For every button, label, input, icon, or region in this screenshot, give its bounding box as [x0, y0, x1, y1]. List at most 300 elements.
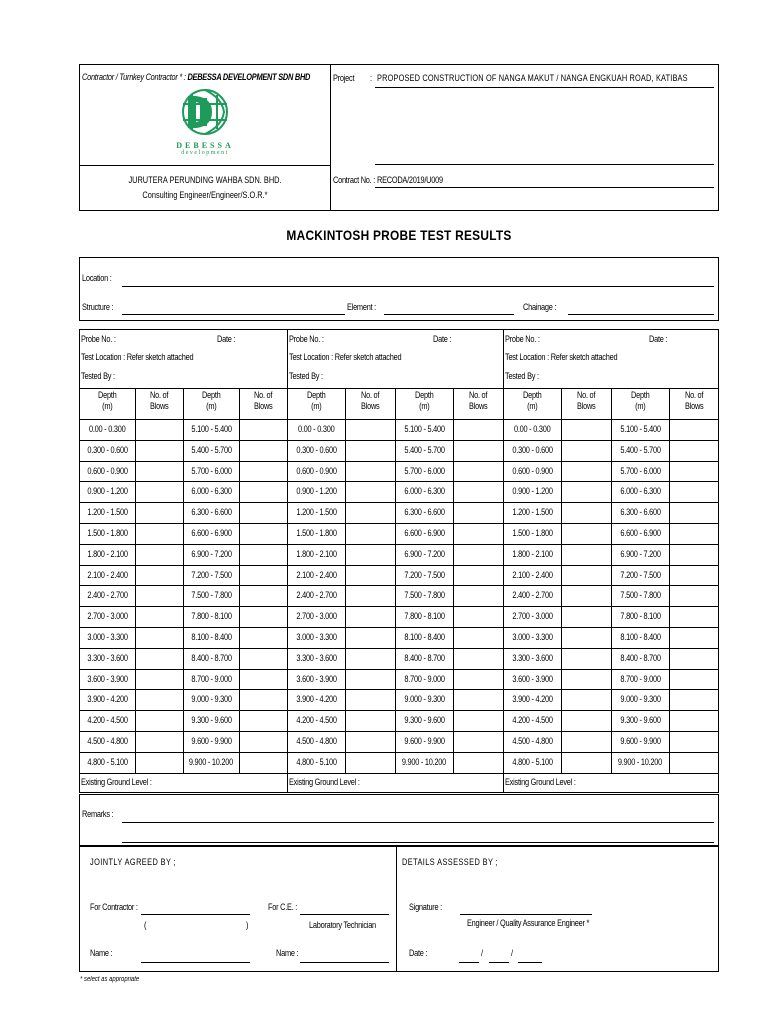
probe-3-row-line: [503, 544, 719, 545]
probe-2-row-line: [287, 752, 503, 753]
blows-cell[interactable]: [345, 674, 395, 685]
probe-2-row-line: [287, 461, 503, 462]
blows-cell[interactable]: [239, 715, 287, 726]
location-label: Location :: [82, 273, 112, 283]
blows-cell[interactable]: [669, 507, 719, 518]
probe-2-row-line: [287, 440, 503, 441]
blows-cell[interactable]: [561, 528, 611, 539]
for-contractor-underline: [141, 914, 250, 915]
blows-cell[interactable]: [345, 653, 395, 664]
blows-cell[interactable]: [345, 445, 395, 456]
blows-cell[interactable]: [561, 507, 611, 518]
probe-3-blows-header: No. of Blows: [576, 390, 596, 411]
date-month-underline: [489, 962, 509, 963]
probe-1-ground-level: Existing Ground Level :: [81, 776, 152, 787]
probe-1-row-line: [79, 461, 287, 462]
blows-cell[interactable]: [135, 715, 183, 726]
table-row-depth-right: 7.800 - 8.100: [620, 611, 661, 622]
probe-3-no-label: Probe No. :: [505, 334, 540, 344]
table-row-depth-left: 3.000 - 3.300: [512, 632, 553, 642]
blows-cell[interactable]: [669, 549, 719, 560]
table-row-depth-left: 3.900 - 4.200: [512, 694, 553, 705]
blows-cell[interactable]: [453, 590, 503, 601]
blows-cell[interactable]: [135, 674, 183, 685]
blows-cell[interactable]: [453, 653, 503, 664]
contract-label: Contract No. :: [333, 175, 376, 185]
blows-cell[interactable]: [561, 611, 611, 622]
consultant-role: Consulting Engineer/Engineer/S.O.R.*: [142, 190, 268, 200]
table-row-depth-right: 8.400 - 8.700: [190, 652, 232, 663]
contract-underline: [375, 187, 714, 188]
blows-cell[interactable]: [135, 549, 183, 560]
blows-cell[interactable]: [135, 590, 183, 601]
blows-cell[interactable]: [239, 632, 287, 643]
blows-cell[interactable]: [345, 611, 395, 622]
blows-cell[interactable]: [669, 445, 719, 456]
blows-cell[interactable]: [239, 736, 287, 747]
probe-2-depth-header: Depth (m): [414, 390, 434, 411]
blows-cell[interactable]: [453, 486, 503, 497]
date-label: Date :: [409, 948, 428, 958]
project-label: Project: [333, 73, 355, 83]
table-row-depth-right: 5.100 - 5.400: [620, 424, 661, 434]
probe-1-test-location: Test Location : Refer sketch attached: [81, 352, 194, 362]
blows-cell[interactable]: [669, 632, 719, 643]
table-row-depth-right: 9.000 - 9.300: [620, 694, 661, 705]
table-row-depth-right: 5.100 - 5.400: [190, 424, 232, 434]
blows-cell[interactable]: [345, 694, 395, 705]
table-row-depth-left: 0.300 - 0.600: [512, 444, 553, 455]
remarks-box: [79, 794, 719, 846]
blows-cell[interactable]: [239, 424, 287, 435]
details-assessed-label: DETAILS ASSESSED BY ;: [402, 857, 499, 867]
table-row-depth-right: 5.400 - 5.700: [620, 444, 661, 455]
date-slash-1: /: [481, 948, 483, 958]
blows-cell[interactable]: [453, 424, 503, 435]
contractor-name: DEBESSA DEVELOPMENT SDN BHD: [187, 72, 311, 82]
probe-1-row-line: [79, 731, 287, 732]
probe-3-row-line: [503, 648, 719, 649]
blows-cell[interactable]: [135, 736, 183, 747]
probe-2-blows-header: No. of Blows: [468, 390, 488, 411]
table-row-depth-left: 1.200 - 1.500: [86, 507, 128, 518]
probe-3-date-label: Date :: [649, 334, 668, 344]
blows-cell[interactable]: [453, 715, 503, 726]
blows-cell[interactable]: [239, 528, 287, 539]
element-underline: [384, 314, 514, 315]
table-row-depth-left: 0.600 - 0.900: [512, 465, 553, 476]
table-row-depth-left: 4.500 - 4.800: [296, 736, 337, 746]
blows-cell[interactable]: [453, 694, 503, 705]
table-row-depth-right: 8.100 - 8.400: [190, 632, 232, 642]
header-divider-vertical: [330, 64, 331, 211]
table-row-depth-left: 0.900 - 1.200: [296, 486, 337, 497]
probe-1-no-label: Probe No. :: [81, 334, 116, 344]
blows-cell[interactable]: [135, 694, 183, 705]
blows-cell[interactable]: [561, 736, 611, 747]
table-row-depth-left: 3.600 - 3.900: [86, 673, 128, 684]
probe-3-row-line: [503, 606, 719, 607]
table-row-depth-right: 7.200 - 7.500: [190, 569, 232, 580]
for-ce-underline: [300, 914, 389, 915]
blows-cell[interactable]: [561, 757, 611, 768]
blows-cell[interactable]: [239, 653, 287, 664]
table-row-depth-left: 1.200 - 1.500: [512, 507, 553, 518]
blows-cell[interactable]: [135, 424, 183, 435]
table-row-depth-left: 3.300 - 3.600: [512, 652, 553, 663]
table-row-depth-right: 6.600 - 6.900: [620, 528, 661, 538]
table-row-depth-left: 2.400 - 2.700: [296, 590, 337, 601]
table-row-depth-right: 5.400 - 5.700: [190, 444, 232, 455]
probe-1-row-line: [79, 502, 287, 503]
blows-cell[interactable]: [453, 528, 503, 539]
probe-3-row-line: [503, 710, 719, 711]
blows-cell[interactable]: [239, 757, 287, 768]
probe-1-date-label: Date :: [217, 334, 236, 344]
probe-1-blows-header: No. of Blows: [149, 390, 169, 411]
blows-cell[interactable]: [345, 466, 395, 477]
blows-cell[interactable]: [135, 653, 183, 664]
blows-cell[interactable]: [561, 549, 611, 560]
probe-3-row-line: [503, 419, 719, 420]
probe-2-row-line: [287, 544, 503, 545]
blows-cell[interactable]: [669, 590, 719, 601]
for-ce-label: For C.E. :: [268, 902, 298, 912]
table-row-depth-left: 0.600 - 0.900: [86, 465, 128, 476]
blows-cell[interactable]: [135, 507, 183, 518]
logo-subtext: development: [181, 150, 229, 156]
table-row-depth-left: 1.500 - 1.800: [86, 528, 128, 538]
blows-cell[interactable]: [135, 528, 183, 539]
blows-cell[interactable]: [135, 486, 183, 497]
probe-3-row-line: [503, 440, 719, 441]
probe-1-row-line: [79, 752, 287, 753]
blows-cell[interactable]: [345, 486, 395, 497]
name-label: Name :: [90, 948, 113, 958]
signature-underline: [460, 914, 592, 915]
table-row-depth-left: 4.200 - 4.500: [86, 715, 128, 726]
table-row-depth-right: 7.500 - 7.800: [404, 590, 445, 601]
table-row-depth-right: 6.000 - 6.300: [620, 486, 661, 497]
page-title: MACKINTOSH PROBE TEST RESULTS: [286, 227, 512, 243]
probe-2-ground-level: Existing Ground Level :: [289, 776, 360, 787]
blows-cell[interactable]: [135, 611, 183, 622]
blows-cell[interactable]: [239, 549, 287, 560]
blows-cell[interactable]: [453, 611, 503, 622]
table-row-depth-left: 4.500 - 4.800: [512, 736, 553, 746]
element-label: Element :: [347, 302, 376, 312]
blows-cell[interactable]: [453, 674, 503, 685]
blows-cell[interactable]: [561, 632, 611, 643]
table-row-depth-right: 5.700 - 6.000: [404, 465, 445, 476]
table-row-depth-right: 9.600 - 9.900: [620, 736, 661, 746]
probe-3-test-location: Test Location : Refer sketch attached: [505, 352, 618, 362]
table-row-depth-left: 2.400 - 2.700: [86, 590, 128, 601]
blows-cell[interactable]: [561, 715, 611, 726]
probe-1-row-line: [79, 648, 287, 649]
probe-1-row-line: [79, 481, 287, 482]
blows-cell[interactable]: [453, 549, 503, 560]
contract-value: RECODA/2019/U009: [377, 175, 443, 185]
blows-cell[interactable]: [561, 570, 611, 581]
blows-cell[interactable]: [453, 736, 503, 747]
blows-cell[interactable]: [669, 653, 719, 664]
header-divider-horizontal: [79, 165, 331, 166]
project-value: PROPOSED CONSTRUCTION OF NANGA MAKUT / NANGA ENGKUAH ROAD, KATIBAS: [377, 73, 688, 83]
table-row-depth-left: 0.00 - 0.300: [88, 424, 126, 434]
blows-cell[interactable]: [239, 674, 287, 685]
probe-2-test-location: Test Location : Refer sketch attached: [289, 352, 402, 362]
probe-2-row-line: [287, 481, 503, 482]
location-box: [79, 257, 719, 321]
blows-cell[interactable]: [345, 736, 395, 747]
table-row-depth-right: 6.000 - 6.300: [190, 486, 232, 497]
table-row-depth-right: 6.300 - 6.600: [190, 507, 232, 518]
blows-cell[interactable]: [135, 445, 183, 456]
probe-1-row-line: [79, 440, 287, 441]
blows-cell[interactable]: [669, 528, 719, 539]
table-row-depth-left: 2.100 - 2.400: [296, 569, 337, 580]
probe-1-depth-header: Depth (m): [201, 390, 221, 411]
blows-cell[interactable]: [239, 611, 287, 622]
probe-1-table-bottom: [79, 773, 287, 774]
engineer-role-label: Engineer / Quality Assurance Engineer *: [467, 918, 590, 928]
table-row-depth-right: 6.600 - 6.900: [190, 528, 232, 538]
blows-cell[interactable]: [345, 507, 395, 518]
blows-cell[interactable]: [669, 486, 719, 497]
table-row-depth-right: 7.200 - 7.500: [620, 569, 661, 580]
blows-cell[interactable]: [561, 486, 611, 497]
table-row-depth-left: 0.600 - 0.900: [296, 465, 337, 476]
contractor-label: Contractor / Turnkey Contractor * : DEBESSA DEVELOPMENT SDN BHD: [82, 72, 311, 82]
blows-cell[interactable]: [453, 507, 503, 518]
probe-2-date-label: Date :: [433, 334, 452, 344]
probe-2-row-line: [287, 502, 503, 503]
table-row-depth-left: 4.800 - 5.100: [86, 756, 128, 767]
probe-2-row-line: [287, 585, 503, 586]
blows-cell[interactable]: [239, 466, 287, 477]
table-row-depth-left: 1.500 - 1.800: [296, 528, 337, 538]
probe-1-row-line: [79, 585, 287, 586]
blows-cell[interactable]: [453, 757, 503, 768]
table-row-depth-right: 8.100 - 8.400: [404, 632, 445, 642]
table-row-depth-right: 7.200 - 7.500: [404, 569, 445, 580]
structure-underline: [122, 314, 345, 315]
blows-cell[interactable]: [453, 466, 503, 477]
table-row-depth-left: 0.900 - 1.200: [512, 486, 553, 497]
debessa-logo-icon: [172, 86, 238, 142]
probe-3-row-line: [503, 481, 719, 482]
table-row-depth-left: 0.300 - 0.600: [296, 444, 337, 455]
table-row-depth-right: 8.100 - 8.400: [620, 632, 661, 642]
table-row-depth-left: 2.700 - 3.000: [512, 611, 553, 622]
paren-close: ): [246, 920, 249, 930]
table-row-depth-left: 4.200 - 4.500: [512, 715, 553, 726]
blows-cell[interactable]: [345, 757, 395, 768]
consultant-name: JURUTERA PERUNDING WAHBA SDN. BHD.: [128, 175, 282, 185]
signature-label: Signature :: [409, 902, 442, 912]
table-row-depth-right: 6.900 - 7.200: [404, 548, 445, 559]
probe-3-row-line: [503, 669, 719, 670]
probe-1-row-line: [79, 523, 287, 524]
structure-label: Structure :: [82, 302, 114, 312]
jointly-agreed-label: JOINTLY AGREED BY ;: [90, 857, 177, 867]
blows-cell[interactable]: [239, 570, 287, 581]
table-row-depth-left: 0.00 - 0.300: [297, 424, 335, 434]
blows-cell[interactable]: [345, 424, 395, 435]
probe-1-row-line: [79, 544, 287, 545]
blows-cell[interactable]: [561, 674, 611, 685]
table-row-depth-left: 2.100 - 2.400: [512, 569, 553, 580]
table-row-depth-left: 3.900 - 4.200: [86, 694, 128, 705]
blows-cell[interactable]: [669, 757, 719, 768]
table-row-depth-left: 4.200 - 4.500: [296, 715, 337, 726]
probe-3-row-line: [503, 752, 719, 753]
probe-1-row-line: [79, 606, 287, 607]
chainage-label: Chainage :: [523, 302, 557, 312]
probe-2-row-line: [287, 419, 503, 420]
table-row-depth-left: 2.700 - 3.000: [296, 611, 337, 622]
probe-1-blows-header: No. of Blows: [253, 390, 273, 411]
logo-text: DEBESSA: [176, 141, 234, 150]
table-row-depth-right: 7.800 - 8.100: [190, 611, 232, 622]
table-row-depth-right: 8.700 - 9.000: [404, 673, 445, 684]
probe-1-row-line: [79, 419, 287, 420]
blows-cell[interactable]: [135, 632, 183, 643]
name-label-2: Name :: [276, 948, 299, 958]
table-row-depth-left: 3.300 - 3.600: [296, 652, 337, 663]
probe-2-row-line: [287, 710, 503, 711]
table-row-depth-right: 9.600 - 9.900: [190, 736, 232, 746]
probe-1-row-line: [79, 627, 287, 628]
blows-cell[interactable]: [135, 757, 183, 768]
probe-3-row-line: [503, 523, 719, 524]
table-row-depth-right: 9.300 - 9.600: [404, 715, 445, 726]
table-row-depth-right: 9.000 - 9.300: [190, 694, 232, 705]
blows-cell[interactable]: [239, 694, 287, 705]
probe-3-row-line: [503, 565, 719, 566]
blows-cell[interactable]: [669, 694, 719, 705]
probe-2-row-line: [287, 669, 503, 670]
blows-cell[interactable]: [345, 632, 395, 643]
table-row-depth-left: 3.900 - 4.200: [296, 694, 337, 705]
blows-cell[interactable]: [561, 466, 611, 477]
probe-3-row-line: [503, 461, 719, 462]
probe-3-row-line: [503, 627, 719, 628]
blows-cell[interactable]: [239, 486, 287, 497]
blows-cell[interactable]: [669, 715, 719, 726]
table-row-depth-left: 1.800 - 2.100: [296, 548, 337, 559]
probe-3-tested-by: Tested By :: [505, 371, 539, 381]
probe-1-row-line: [79, 565, 287, 566]
blows-cell[interactable]: [345, 570, 395, 581]
table-row-depth-left: 2.100 - 2.400: [86, 569, 128, 580]
probe-3-depth-header: Depth (m): [522, 390, 542, 411]
table-row-depth-right: 6.000 - 6.300: [404, 486, 445, 497]
blows-cell[interactable]: [345, 528, 395, 539]
blows-cell[interactable]: [561, 445, 611, 456]
probe-2-blows-header: No. of Blows: [360, 390, 380, 411]
blows-cell[interactable]: [669, 570, 719, 581]
table-row-depth-right: 8.400 - 8.700: [620, 652, 661, 663]
probe-3-row-line: [503, 731, 719, 732]
probe-2-row-line: [287, 731, 503, 732]
blows-cell[interactable]: [561, 694, 611, 705]
probe-2-row-line: [287, 627, 503, 628]
blows-cell[interactable]: [345, 590, 395, 601]
table-row-depth-right: 6.900 - 7.200: [190, 548, 232, 559]
table-row-depth-left: 4.800 - 5.100: [512, 756, 553, 767]
blows-cell[interactable]: [239, 507, 287, 518]
table-row-depth-right: 7.500 - 7.800: [190, 590, 232, 601]
blows-cell[interactable]: [669, 736, 719, 747]
blows-cell[interactable]: [453, 632, 503, 643]
blows-cell[interactable]: [239, 590, 287, 601]
blows-cell[interactable]: [669, 466, 719, 477]
name-underline: [141, 962, 250, 963]
blows-cell[interactable]: [561, 653, 611, 664]
table-row-depth-right: 5.100 - 5.400: [404, 424, 445, 434]
table-row-depth-left: 3.600 - 3.900: [512, 673, 553, 684]
blows-cell[interactable]: [135, 466, 183, 477]
probe-1-row-line: [79, 710, 287, 711]
blows-cell[interactable]: [453, 570, 503, 581]
table-row-depth-right: 7.500 - 7.800: [620, 590, 661, 601]
lab-tech-label: Laboratory Technician: [309, 920, 376, 930]
table-row-depth-left: 3.300 - 3.600: [86, 652, 128, 663]
probe-2-no-label: Probe No. :: [289, 334, 324, 344]
blows-cell[interactable]: [135, 570, 183, 581]
table-row-depth-left: 4.500 - 4.800: [86, 736, 128, 746]
table-row-depth-left: 0.00 - 0.300: [513, 424, 551, 434]
probe-3-table-bottom: [503, 773, 719, 774]
footer-divider: [396, 846, 397, 972]
table-row-depth-right: 9.000 - 9.300: [404, 694, 445, 705]
table-row-depth-right: 9.300 - 9.600: [190, 715, 232, 726]
probe-1-depth-header: Depth (m): [97, 390, 117, 411]
table-row-depth-right: 5.700 - 6.000: [190, 465, 232, 476]
blows-cell[interactable]: [561, 590, 611, 601]
date-year-underline: [518, 962, 542, 963]
blows-cell[interactable]: [561, 424, 611, 435]
blows-cell[interactable]: [453, 445, 503, 456]
project-underline-2: [375, 164, 714, 165]
location-underline: [122, 286, 714, 287]
blows-cell[interactable]: [345, 549, 395, 560]
table-row-depth-left: 4.800 - 5.100: [296, 756, 337, 767]
chainage-underline: [568, 314, 714, 315]
table-row-depth-left: 2.400 - 2.700: [512, 590, 553, 601]
table-row-depth-left: 1.800 - 2.100: [512, 548, 553, 559]
blows-cell[interactable]: [669, 611, 719, 622]
probe-1-row-line: [79, 669, 287, 670]
blows-cell[interactable]: [669, 424, 719, 435]
probe-2-depth-header: Depth (m): [306, 390, 326, 411]
probe-2-row-line: [287, 689, 503, 690]
table-row-depth-right: 8.700 - 9.000: [190, 673, 232, 684]
table-row-depth-left: 3.000 - 3.300: [86, 632, 128, 642]
probe-2-row-line: [287, 565, 503, 566]
table-row-depth-left: 2.700 - 3.000: [86, 611, 128, 622]
blows-cell[interactable]: [669, 674, 719, 685]
blows-cell[interactable]: [239, 445, 287, 456]
table-row-depth-right: 8.400 - 8.700: [404, 652, 445, 663]
blows-cell[interactable]: [345, 715, 395, 726]
table-row-depth-right: 6.900 - 7.200: [620, 548, 661, 559]
table-row-depth-right: 9.900 - 10.200: [618, 756, 663, 767]
table-row-depth-right: 9.900 - 10.200: [188, 756, 234, 767]
table-row-depth-left: 1.800 - 2.100: [86, 548, 128, 559]
